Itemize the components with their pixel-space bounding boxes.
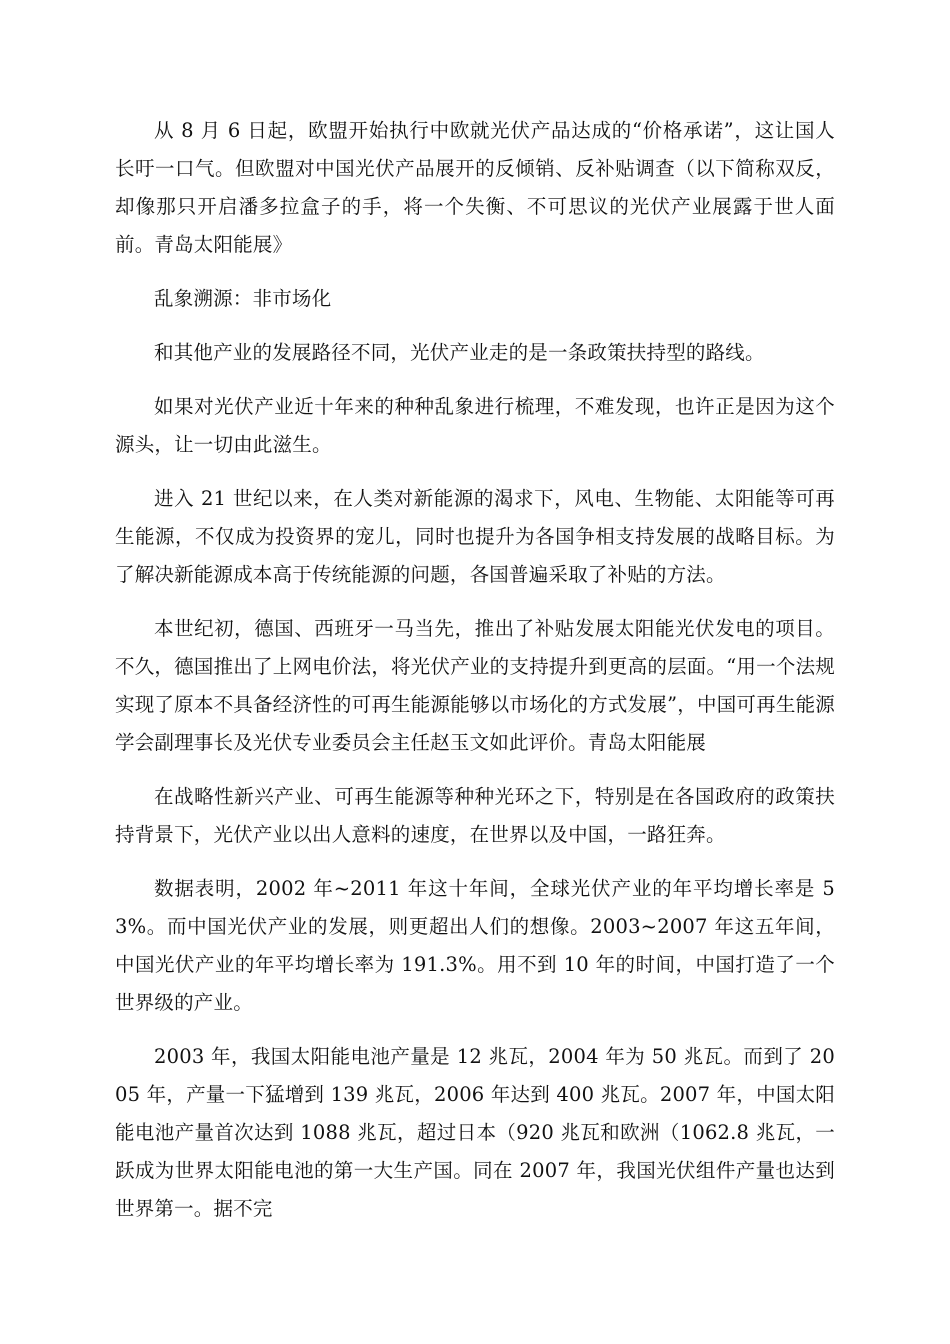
paragraph: 进入 21 世纪以来，在人类对新能源的渴求下，风电、生物能、太阳能等可再生能源，不仅成为投资界的宠儿，同时也提升为各国争相支持发展的战略目标。为了解决新能源成本高于传统能源的问题，各国普遍采取了补贴的方法。 — [115, 487, 835, 586]
paragraph: 2003 年，我国太阳能电池产量是 12 兆瓦，2004 年为 50 兆瓦。而到了 2005 年，产量一下猛增到 139 兆瓦，2006 年达到 400 兆瓦。2007 年，中国太阳能电池产量首次达到 1088 兆瓦，超过日本（920 兆瓦和欧洲（1062.8 兆瓦，一跃成为世界太阳能电池的第一大生产国。同在 2007 年，我国光伏组件产量也达到世界第一。据不完 — [115, 1045, 835, 1220]
paragraph: 如果对光伏产业近十年来的种种乱象进行梳理，不难发现，也许正是因为这个源头，让一切由此滋生。 — [115, 395, 835, 456]
paragraph: 数据表明，2002 年~2011 年这十年间，全球光伏产业的年平均增长率是 53%。而中国光伏产业的发展，则更超出人们的想像。2003~2007 年这五年间，中国光伏产业的年平均增长率为 191.3%。用不到 10 年的时间，中国打造了一个世界级的产业。 — [115, 877, 835, 1014]
paragraph: 和其他产业的发展路径不同，光伏产业走的是一条政策扶持型的路线。 — [154, 341, 765, 364]
paragraph: 在战略性新兴产业、可再生能源等种种光环之下，特别是在各国政府的政策扶持背景下，光伏产业以出人意料的速度，在世界以及中国，一路狂奔。 — [115, 785, 835, 846]
document-page — [115, 112, 835, 1244]
paragraph: 本世纪初，德国、西班牙一马当先，推出了补贴发展太阳能光伏发电的项目。不久，德国推出了上网电价法，将光伏产业的支持提升到更高的层面。“用一个法规实现了原本不具备经济性的可再生能源能够以市场化的方式发展”，中国可再生能源学会副理事长及光伏专业委员会主任赵玉文如此评价。青岛太阳能展 — [115, 617, 835, 754]
section-heading: 乱象溯源：非市场化 — [154, 287, 332, 310]
paragraph-intro: 从 8 月 6 日起，欧盟开始执行中欧就光伏产品达成的“价格承诺”，这让国人长吁一口气。但欧盟对中国光伏产品展开的反倾销、反补贴调查（以下简称双反，却像那只开启潘多拉盒子的手，将一个失衡、不可思议的光伏产业展露于世人面前。青岛太阳能展》 — [115, 119, 835, 256]
